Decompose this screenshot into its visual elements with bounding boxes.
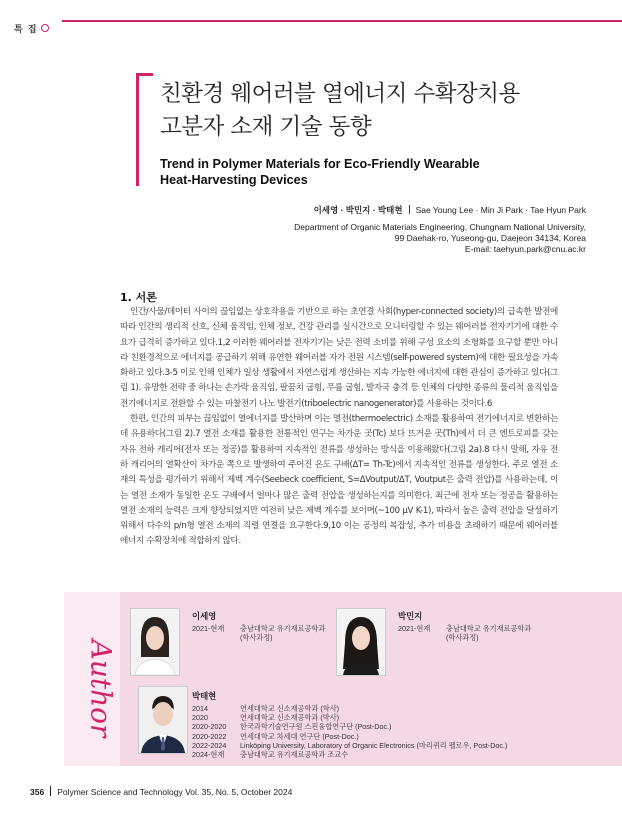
author3-row: 2020-2020 한국과학기술연구원 스핀융합연구단 (Post-Doc.): [192, 722, 392, 732]
authors-english: Sae Young Lee · Min Ji Park · Tae Hyun Park: [415, 205, 586, 215]
circle-icon: [41, 24, 49, 32]
author3-row: 2022-2024 Linköping University, Laboratory of Organic Electronics (마리퀴리 펠로우, Post-Doc.): [192, 740, 508, 750]
affiliation-line2: 99 Daehak-ro, Yuseong-gu, Daejeon 34134, Korea: [394, 233, 586, 243]
author-label: Author: [84, 639, 118, 738]
paragraph-1: 인간/사물/데이터 사이의 끊임없는 상호작용을 기반으로 하는 초연결 사회(hyper-connected society)의 급속한 발전에 따라 인간의 생리적 신호, 신체 움직임, 인체 정보, 건강 관리를 실시간으로 모니터링할 수 있는 웨어러블 전자기기에 대한 수요가 급격히 증가하고 있다.1,2 이러한 웨어러블 전자기기는 낮은 전력 소비를 위해 구성 요소의 소형화를 요구할 뿐만 아니라 친환경적으로 에너지를 공급하기 위해 유연한 웨어러블 자가 전원 시스템(self-powered system)에 대한 필요성을 가속화하고 있다.3-5 이로 인해 인체가 일상 생활에서 자연스럽게 생산하는 지속 가능한 에너지에 대한 관심이 증가하고 있다(그림 1). 유망한 전략 중 하나는 손가락 움직임, 팔꿈치 굽힘, 무릎 굽힘, 발자국 충격 등 인체의 다양한 종류의 물리적 움직임을 전기에너지로 전환할 수 있는 마찰전기 나노 발전기(triboelectric nanogenerator)를 사용하는 것이다.6: [120, 307, 558, 409]
page-number: 356: [30, 787, 45, 797]
author1-photo: [130, 608, 180, 676]
body-text: [120, 305, 558, 550]
korean-title: [160, 78, 600, 144]
person-photo-icon: [337, 609, 385, 675]
section-tag: 특 집: [14, 22, 49, 35]
author1-name: 이세영: [192, 611, 217, 621]
person-photo-icon: [139, 687, 187, 753]
author3-photo: [138, 686, 188, 754]
english-title: [160, 156, 580, 188]
section-heading: 1. 서론: [120, 291, 157, 304]
header-rule: [62, 20, 622, 22]
author3-history: [192, 704, 507, 759]
author3-name: 박태현: [192, 691, 217, 701]
divider: [50, 786, 51, 796]
author2-name: 박민지: [398, 611, 423, 621]
divider: [409, 205, 410, 214]
affiliation-email[interactable]: E-mail: taehyun.park@cnu.ac.kr: [464, 244, 586, 254]
author2-history: 2021-현재 충남대학교 유기재료공학과 (학사과정): [398, 624, 532, 643]
affiliation-line1: Department of Organic Materials Engineering, Chungnam National University,: [294, 222, 586, 232]
author3-row: 2020 연세대학교 신소재공학과 (박사): [192, 713, 340, 723]
author2-photo: [336, 608, 386, 676]
author-line: [314, 204, 586, 216]
person-photo-icon: [131, 609, 179, 675]
korean-title-line2: 고분자 소재 기술 동향: [160, 114, 372, 140]
authors-korean: 이세영 · 박민지 · 박태현: [313, 205, 403, 215]
journal-info: Polymer Science and Technology Vol. 35, No. 5, October 2024: [57, 787, 293, 797]
page-footer: [30, 786, 292, 797]
author3-row: 2024-현재 충남대학교 유기재료공학과 조교수: [192, 750, 349, 760]
affiliation: [294, 222, 586, 255]
author3-row: 2020-2022 연세대학교 차세대 연구단 (Post-Doc.): [192, 731, 359, 741]
english-title-line2: Heat-Harvesting Devices: [160, 173, 308, 187]
author1-history: 2021-현재 충남대학교 유기재료공학과 (학사과정): [192, 624, 326, 643]
english-title-line1: Trend in Polymer Materials for Eco-Friendly Wearable: [160, 157, 480, 171]
title-bracket: [136, 73, 153, 186]
korean-title-line1: 친환경 웨어러블 열에너지 수확장치용: [160, 81, 520, 107]
paragraph-2: 한편, 인간의 피부는 끊임없이 열에너지를 발산하며 이는 열전(thermoelectric) 소재를 활용하여 전기에너지로 변환하는데 유용하다(그림 2).7 열전 소재를 활용한 전통적인 연구는 차가운 곳(Tc) 보다 뜨거운 곳(Th)에서 더 큰 엔트로피를 갖는 자유 전하 캐리어(전자 또는 정공)를 활용하여 지속적인 전류를 생성하는 방식을 이용해왔다(그림 2a).8 다시 말해, 자유 전하 캐리어의 열확산이 차가운 쪽으로 발생하여 주어진 온도 구배(ΔT= Th-Tc)에서 지속적인 전류를 생성한다. 주로 열전 소재의 특성을 평가하기 위해서 제벡 계수(Seebeck coefficient, S=ΔVoutput/ΔT, Voutput은 출력 전압)를 사용하는데, 이는 열전 소재가 동일한 온도 구배에서 얼마나 많은 출력 전압을 생성하는지를 의미한다. 최근에 전자 또는 정공을 활용하는 열전 소재의 능력은 크게 향상되었지만 여전히 낮은 제벡 계수를 보이며(~100 μV K-1), 따라서 높은 출력 전압을 달성하기 위해서 다수의 p/n형 열전 소재의 직렬 연결을 요구한다.9,10 이는 공정의 복잡성, 추가 비용을 초래하기 때문에 웨어러블 에너지 수확장치에 적합하지 않다.: [120, 414, 558, 547]
author3-row: 2014 연세대학교 신소재공학과 (학사): [192, 704, 340, 713]
